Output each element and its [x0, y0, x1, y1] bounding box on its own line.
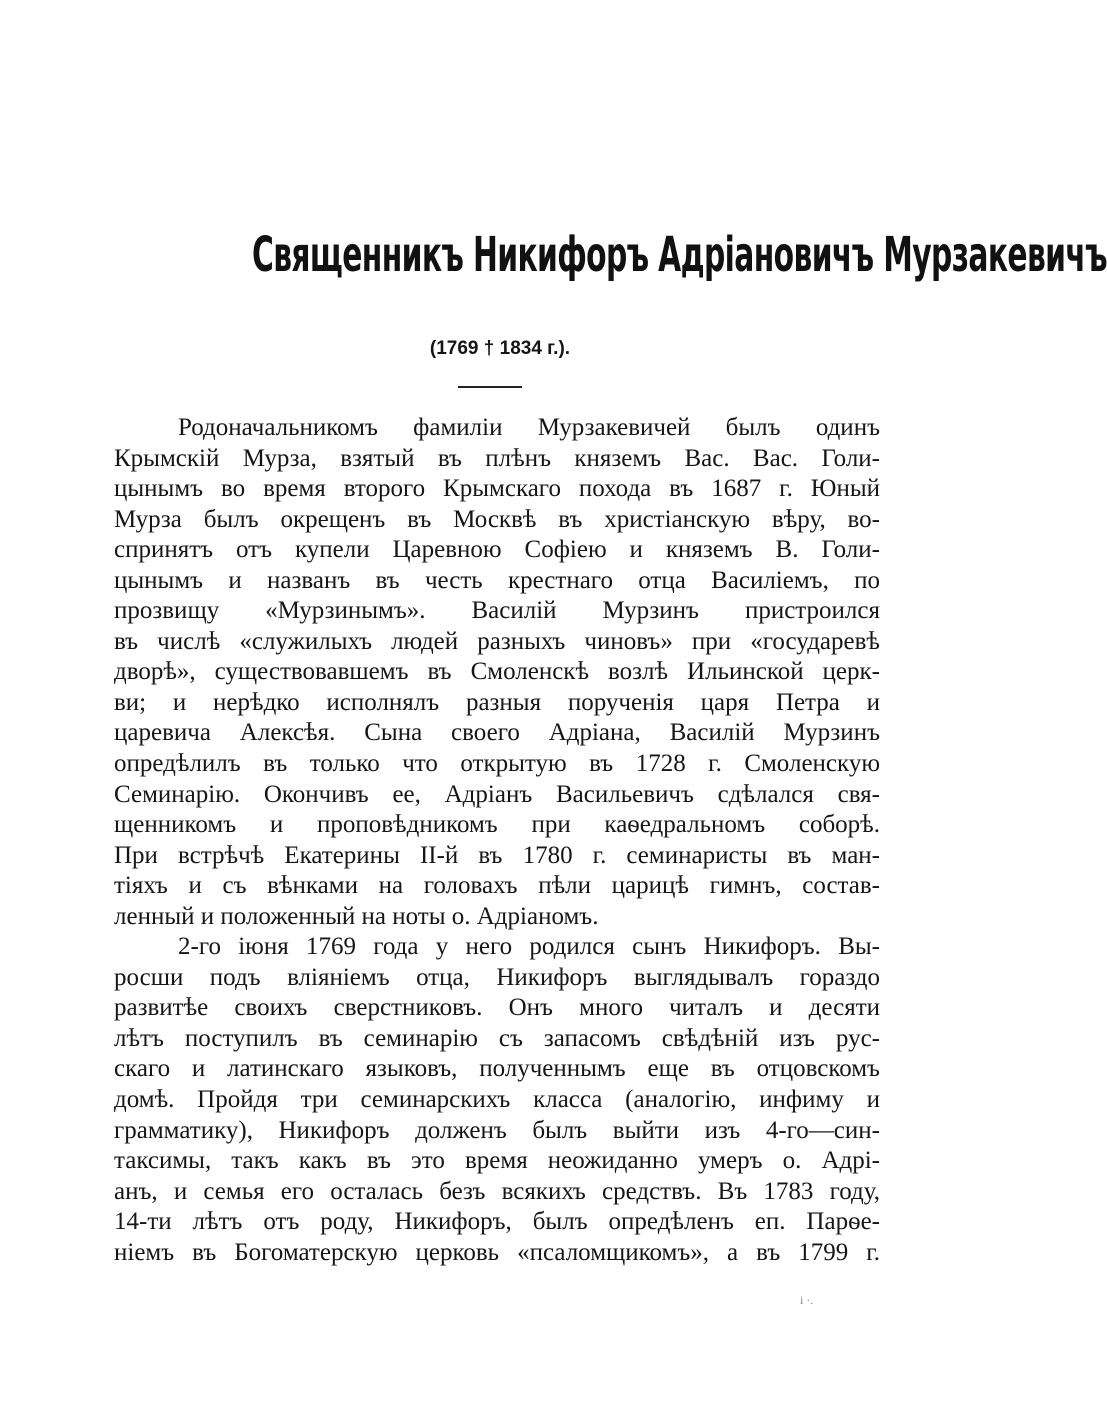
- text-line: Мурза былъ окрещенъ въ Москвѣ въ христіанскую вѣру, во-: [114, 505, 880, 533]
- text-line: скаго и латинскаго языковъ, полученнымъ еще въ отцовскомъ: [114, 1055, 880, 1083]
- text-line: прозвищу «Мурзинымъ». Василій Мурзинъ пристроился: [114, 597, 880, 625]
- text-line: опредѣлилъ въ только что открытую въ 1728 г. Смоленскую: [114, 750, 880, 778]
- text-line: домѣ. Пройдя три семинарскихъ класса (аналогію, инфиму и: [114, 1086, 880, 1114]
- text-line: ніемъ въ Богоматерскую церковь «псаломщикомъ», а въ 1799 г.: [114, 1238, 880, 1266]
- body-text: [114, 413, 880, 1268]
- text-line: ви; и нерѣдко исполнялъ разныя порученія царя Петра и: [114, 688, 880, 716]
- text-line: дворѣ», существовавшемъ въ Смоленскѣ возлѣ Ильинской церк-: [114, 658, 880, 686]
- text-line: щенникомъ и проповѣдникомъ при каѳедральномъ соборѣ.: [114, 811, 880, 839]
- text-line: 2-го іюня 1769 года у него родился сынъ Никифоръ. Вы-: [178, 933, 880, 961]
- text-line: цынымъ во время второго Крымскаго похода въ 1687 г. Юный: [114, 475, 880, 503]
- text-line: грамматику), Никифоръ долженъ былъ выйти изъ 4-го—син-: [114, 1116, 880, 1144]
- text-line: Семинарію. Окончивъ ее, Адріанъ Васильевичъ сдѣлался свя-: [114, 780, 880, 808]
- text-line: При встрѣчѣ Екатерины II-й въ 1780 г. семинаристы въ ман-: [114, 841, 880, 869]
- text-line: тіяхъ и съ вѣнками на головахъ пѣли царицѣ гимнъ, состав-: [114, 872, 880, 900]
- text-line: цынымъ и названъ въ честь крестнаго отца Василіемъ, по: [114, 566, 880, 594]
- article-title: Священникъ Никифоръ Адріановичъ Мурзакевичъ: [252, 227, 1107, 283]
- text-line: Родоначальникомъ фамиліи Мурзакевичей былъ одинъ: [178, 414, 880, 441]
- text-line: ленный и положенный на ноты о. Адріаномъ.: [114, 902, 599, 930]
- text-line: спринятъ отъ купели Царевною Софіею и княземъ В. Голи-: [114, 536, 880, 564]
- text-line: въ числѣ «служилыхъ людей разныхъ чиновъ» при «государевѣ: [114, 627, 880, 655]
- stray-print-mark: i ·.: [800, 1293, 814, 1307]
- text-line: лѣтъ поступилъ въ семинарію съ запасомъ свѣдѣній изъ рус-: [114, 1024, 880, 1052]
- text-line: развитѣе своихъ сверстниковъ. Онъ много читалъ и десяти: [114, 994, 880, 1022]
- text-line: Крымскій Мурза, взятый въ плѣнъ княземъ Вас. Вас. Голи-: [114, 444, 880, 472]
- text-line: таксимы, такъ какъ въ это время неожиданно умеръ о. Адрі-: [114, 1147, 880, 1175]
- text-line: анъ, и семья его осталась безъ всякихъ средствъ. Въ 1783 году,: [114, 1177, 880, 1205]
- life-dates: (1769 † 1834 г.).: [429, 338, 571, 359]
- text-line: царевича Алексѣя. Сына своего Адріана, Василій Мурзинъ: [114, 719, 880, 747]
- text-line: росши подъ вліяніемъ отца, Никифоръ выглядывалъ гораздо: [114, 963, 880, 991]
- paragraph: [114, 413, 880, 932]
- text-line: 14-ти лѣтъ отъ роду, Никифоръ, былъ опредѣленъ еп. Парѳе-: [114, 1208, 880, 1236]
- title-divider: [458, 386, 522, 388]
- paragraph: [114, 932, 880, 1268]
